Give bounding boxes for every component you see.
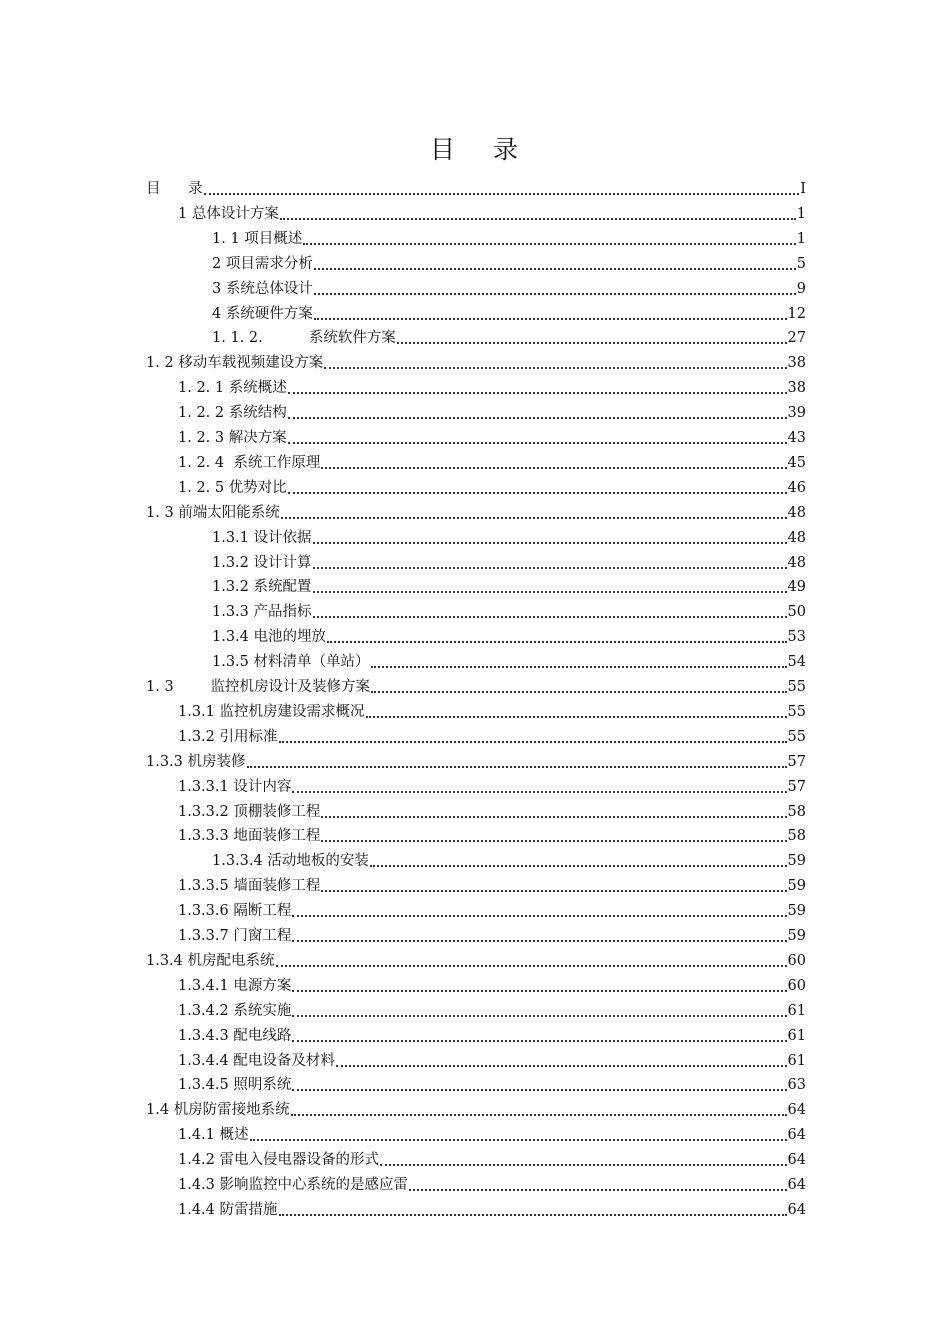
toc-dot-leader [321,839,786,842]
toc-entry-label: 1.3.3.5 墙面装修工程 [178,878,321,895]
toc-entry[interactable] [146,1095,806,1119]
toc-dot-leader [292,939,786,942]
toc-entry-label: 1.3.3.1 设计内容 [178,778,292,795]
toc-dot-leader [288,416,787,419]
toc-dot-leader [314,292,796,295]
toc-page-number: 55 [787,679,806,695]
toc-entry-label: 4 系统硬件方案 [212,305,313,322]
toc-entry-label: 3 系统总体设计 [212,280,313,297]
toc-dot-leader [292,1088,786,1091]
toc-entry[interactable] [178,1170,806,1194]
toc-entry[interactable] [212,249,806,273]
toc-page-number: 61 [787,1002,806,1019]
toc-entry[interactable] [178,1070,806,1094]
toc-entry[interactable] [178,772,806,796]
toc-dot-leader [314,317,787,320]
toc-entry[interactable] [212,299,806,323]
toc-entry-label: 1.3.4.3 配电线路 [178,1027,292,1044]
toc-dot-leader [288,441,787,444]
toc-dot-leader [324,366,786,369]
toc-page-number: 45 [787,454,806,471]
toc-entry[interactable] [212,597,806,621]
toc-dot-leader [288,491,787,494]
toc-entry[interactable] [178,423,806,447]
toc-entry-label: 1.4.2 雷电入侵电器设备的形式 [178,1152,380,1169]
toc-dot-leader [321,466,786,469]
toc-entry-label: 1.3.4.5 照明系统 [178,1077,292,1094]
toc-entry-label: 1.3.2 设计计算 [212,554,312,571]
toc-page-number: 64 [787,1201,806,1218]
toc-entry[interactable] [212,622,806,646]
toc-entry-label: 1.3.4.1 电源方案 [178,977,292,994]
toc-entry-label: 1.4.3 影响监控中心系统的是感应雷 [178,1177,409,1193]
toc-entry-label: 1.3.4 机房配电系统 [146,952,275,969]
toc-entry[interactable] [212,572,806,596]
toc-page-number: 5 [796,255,806,272]
toc-entry-label: 1.4 机房防雷接地系统 [146,1102,290,1119]
toc-entry-label: 1. 1. 2. 系统软件方案 [212,330,396,347]
toc-entry[interactable] [178,871,806,895]
toc-entry-label: 1.3.1 设计依据 [212,529,312,546]
toc-dot-leader [292,1014,786,1017]
toc-dot-leader [280,217,796,220]
toc-entry[interactable] [178,1021,806,1045]
toc-entry[interactable] [212,323,806,347]
toc-entry[interactable] [178,1195,806,1219]
toc-page-number: 64 [787,1152,806,1169]
toc-entry-label: 1. 2. 2 系统结构 [178,405,287,422]
toc-dot-leader [313,590,787,593]
toc-dot-leader [314,267,796,270]
toc-entry[interactable] [178,1145,806,1169]
toc-entry-label: 1.3.4.2 系统实施 [178,1002,292,1019]
toc-dot-leader [204,192,800,195]
toc-dot-leader [313,541,787,544]
toc-page-number: 60 [787,977,806,994]
toc-entry-label: 1.3.4.4 配电设备及材料 [178,1052,335,1069]
toc-entry[interactable] [178,373,806,397]
toc-page-number: 1 [796,230,806,247]
toc-dot-leader [291,1113,787,1116]
toc-dot-leader [313,615,787,618]
toc-page-number: 64 [787,1177,806,1193]
toc-entry-label: 1. 2. 5 优势对比 [178,479,287,496]
toc-entry-label: 1. 2 移动车载视频建设方案 [146,355,324,372]
toc-page-number: 60 [787,952,806,969]
toc-dot-leader [371,690,787,693]
toc-entry[interactable] [178,199,806,223]
toc-dot-leader [321,815,786,818]
toc-entry-label: 1. 1 项目概述 [212,230,303,247]
toc-entry-label: 1.4.1 概述 [178,1127,249,1144]
toc-entry-label: 1.3.4 电池的埋放 [212,629,327,646]
toc-entry[interactable] [178,821,806,845]
toc-entry-label: 1.3.3 机房装修 [146,753,246,770]
toc-entry[interactable] [212,274,806,298]
toc-page-number: 64 [787,1102,806,1119]
toc-dot-leader [292,989,786,992]
toc-entry-label: 1. 2. 4 系统工作原理 [178,454,321,471]
toc-dot-leader [380,1163,787,1166]
toc-page-number: 54 [787,654,806,671]
toc-entry[interactable] [178,797,806,821]
toc-page-number: 46 [787,479,806,496]
toc-entry[interactable] [178,722,806,746]
toc-page-number: I [800,181,806,197]
toc-page-number: 12 [787,305,806,322]
toc-entry[interactable] [178,971,806,995]
toc-page-number: 58 [787,803,806,820]
toc-entry-label: 1. 2. 1 系统概述 [178,380,287,397]
toc-dot-leader [292,1039,786,1042]
toc-page-number: 59 [787,853,806,870]
toc-page-number: 48 [787,554,806,571]
toc-dot-leader [327,640,787,643]
toc-page-number: 55 [787,703,806,720]
toc-page-number: 59 [787,903,806,920]
toc-dot-leader [292,914,786,917]
toc-entry[interactable] [146,174,806,198]
toc-entry[interactable] [178,996,806,1020]
toc-dot-leader [281,516,787,519]
toc-page-number: 61 [787,1027,806,1044]
toc-page-number: 48 [787,504,806,521]
toc-entry-label: 1.3.2 引用标准 [178,728,278,745]
toc-entry[interactable] [178,398,806,422]
toc-entry[interactable] [212,548,806,572]
toc-page-number: 58 [787,828,806,845]
toc-entry-label: 1.4.4 防雷措施 [178,1201,278,1218]
toc-page-number: 63 [787,1077,806,1094]
toc-dot-leader [366,715,787,718]
toc-entry[interactable] [178,921,806,945]
toc-dot-leader [409,1188,787,1191]
toc-entry[interactable] [178,448,806,472]
toc-page-number: 59 [787,878,806,895]
toc-entry[interactable] [212,647,806,671]
toc-entry-label: 1.3.2 系统配置 [212,579,312,596]
toc-dot-leader [371,665,787,668]
toc-entry[interactable] [212,846,806,870]
toc-entry[interactable] [146,348,806,372]
toc-entry[interactable] [178,1120,806,1144]
toc-page-number: 48 [787,529,806,546]
toc-entry-label: 目 录 [146,181,203,197]
toc-dot-leader [370,864,787,867]
toc-entry-label: 1. 3 前端太阳能系统 [146,504,280,521]
toc-page-number: 57 [787,753,806,770]
toc-entry[interactable] [212,523,806,547]
toc-page-number: 39 [787,405,806,422]
toc-dot-leader [397,341,787,344]
toc-page-number: 1 [796,205,806,222]
toc-page-number: 27 [787,330,806,347]
toc-entry-label: 1.3.1 监控机房建设需求概况 [178,703,365,720]
toc-entry-label: 1.3.5 材料清单（单站） [212,654,370,671]
toc-entry-label: 1.3.3.7 门窗工程 [178,928,292,944]
toc-entry[interactable] [178,1046,806,1070]
toc-page-number: 38 [787,355,806,372]
toc-page-number: 9 [796,280,806,297]
toc-entry[interactable] [146,498,806,522]
toc-dot-leader [276,964,787,967]
toc-entry-label: 1.3.3.2 顶棚装修工程 [178,803,321,820]
toc-entry-label: 2 项目需求分析 [212,255,313,272]
toc-dot-leader [279,1213,787,1216]
toc-dot-leader [279,740,787,743]
toc-entry[interactable] [146,672,806,696]
toc-dot-leader [313,566,787,569]
page-title-left: 目 [429,135,457,164]
toc-entry[interactable] [146,747,806,771]
toc-entry-label: 1. 3 监控机房设计及装修方案 [146,679,371,695]
page-title [0,134,950,166]
toc-page-number: 55 [787,728,806,745]
toc-page-number: 59 [787,928,806,944]
toc-entry[interactable] [178,896,806,920]
toc-page-number: 64 [787,1127,806,1144]
toc-page-number: 57 [787,778,806,795]
toc-entry-label: 1.3.3 产品指标 [212,604,312,621]
toc-entry-label: 1 总体设计方案 [178,205,279,222]
toc-dot-leader [292,790,786,793]
toc-page-number: 43 [787,430,806,446]
toc-dot-leader [288,391,787,394]
toc-entry-label: 1.3.3.3 地面装修工程 [178,828,321,845]
toc-entry[interactable] [212,224,806,248]
toc-page-number: 53 [787,629,806,646]
toc-dot-leader [321,889,786,892]
toc-page-number: 50 [787,604,806,621]
toc-dot-leader [303,242,795,245]
toc-page-number: 38 [787,380,806,397]
toc-entry[interactable] [178,473,806,497]
toc-entry[interactable] [178,697,806,721]
toc-entry-label: 1.3.3.6 隔断工程 [178,903,292,920]
page-title-right: 录 [493,135,521,164]
toc-dot-leader [250,1138,787,1141]
toc-page-number: 61 [787,1052,806,1069]
toc-entry[interactable] [146,946,806,970]
toc-entry-label: 1.3.3.4 活动地板的安装 [212,853,369,870]
toc-dot-leader [336,1064,787,1067]
toc-entry-label: 1. 2. 3 解决方案 [178,430,287,446]
toc-dot-leader [247,765,787,768]
toc-page-number: 49 [787,579,806,596]
